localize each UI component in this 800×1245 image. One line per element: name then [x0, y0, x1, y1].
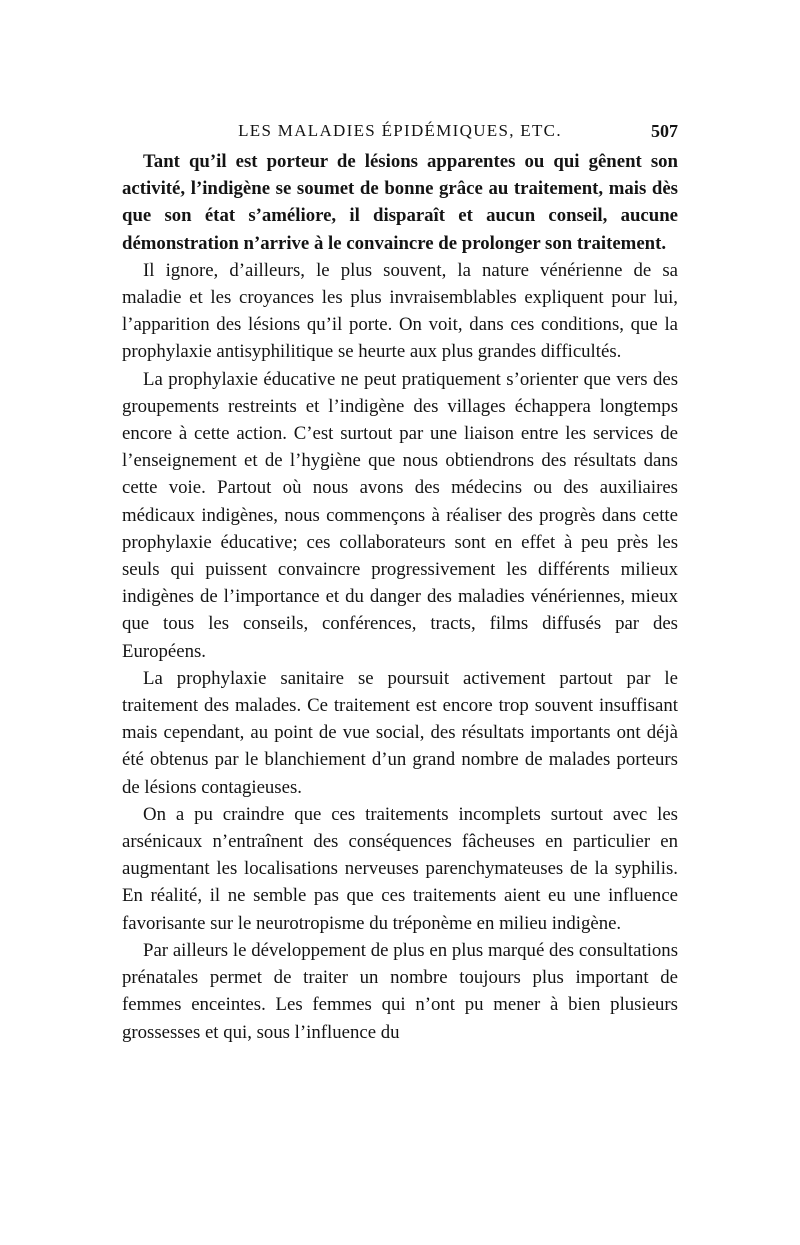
paragraph-4: La prophylaxie sanitaire se poursuit activement partout par le traitement des malades. Ce traitement est encore trop souvent insuffisant mais cependant, au point de vue social, des résultats importants ont déjà été obtenus par le blanchiement d’un grand nombre de malades porteurs de lésions contagieuses. — [122, 667, 678, 798]
text-body — [122, 148, 678, 1046]
paragraph-5: On a pu craindre que ces traitements incomplets surtout avec les arsénicaux n’entraînent des conséquences fâcheuses en particulier en augmentant les localisations nerveuses parenchymateuses de la syphilis. En réalité, il ne semble pas que ces traitements aient eu une influence favorisante sur le neurotropisme du tréponème en milieu indigène. — [122, 803, 678, 934]
running-head — [122, 118, 678, 144]
paragraph-6: Par ailleurs le développement de plus en plus marqué des consultations prénatales permet de traiter un nombre toujours plus important de femmes enceintes. Les femmes qui n’ont pu mener à bien plusieurs grossesses et qui, sous l’influence du — [122, 939, 678, 1043]
running-title: LES MALADIES ÉPIDÉMIQUES, ETC. — [238, 121, 562, 140]
paragraph-2: Il ignore, d’ailleurs, le plus souvent, la nature vénérienne de sa maladie et les croyances les plus invraisemblables expliquent pour lui, l’apparition des lésions qu’il porte. On voit, dans ces conditions, que la prophylaxie antisyphilitique se heurte aux plus grandes difficultés. — [122, 259, 678, 363]
page-number: 507 — [651, 121, 678, 141]
paragraph-1: Tant qu’il est porteur de lésions apparentes ou qui gênent son activité, l’indigène se soumet de bonne grâce au traitement, mais dès que son état s’améliore, il disparaît et aucun conseil, aucune démonstration n’arrive à le convaincre de prolonger son traitement. — [122, 151, 678, 254]
paragraph-3: La prophylaxie éducative ne peut pratiquement s’orienter que vers des groupements restreints et l’indigène des villages échappera longtemps encore à cette action. C’est surtout par une liaison entre les services de l’enseignement et de l’hygiène que nous obtiendrons des résultats dans cette voie. Partout où nous avons des médecins ou des auxiliaires médicaux indigènes, nous commençons à réaliser des progrès dans cette prophylaxie éducative; ces collaborateurs sont en effet à peu près les seuls qui puissent convaincre progressivement les différents milieux indigènes de l’importance et du danger des maladies vénériennes, mieux que tous les conseils, conférences, tracts, films diffusés par des Européens. — [122, 368, 678, 662]
